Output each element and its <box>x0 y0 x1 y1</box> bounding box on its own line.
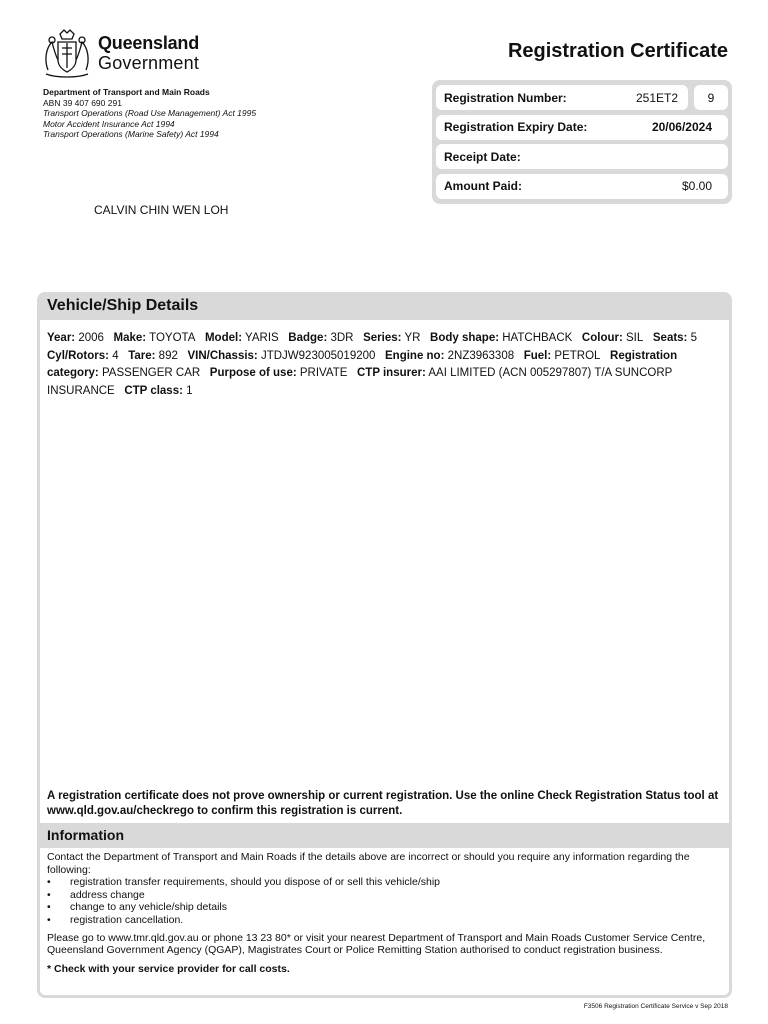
seats-label: Seats: <box>652 332 688 344</box>
engine-no-value: 2NZ3963308 <box>447 349 515 362</box>
information-intro: Contact the Department of Transport and Main Roads if the details above are incorrect or should you require any information regarding the following: <box>47 851 690 876</box>
purpose-of-use-label: Purpose of use: <box>209 367 297 379</box>
page-title: Registration Certificate <box>507 40 728 62</box>
year-label: Year: <box>47 332 76 344</box>
colour-value: SIL <box>626 332 644 344</box>
cyl-rotors-value: 4 <box>112 349 119 362</box>
model-label: Model: <box>204 332 243 344</box>
amount-paid-row <box>436 174 728 199</box>
ctp-class-label: CTP class: <box>124 384 183 397</box>
badge-value: 3DR <box>330 332 354 344</box>
list-item: • registration cancellation. <box>47 914 727 927</box>
vin-value: JTDJW923005019200 <box>260 349 376 362</box>
engine-no-label: Engine no: <box>385 349 445 362</box>
registration-panel <box>432 80 732 204</box>
registration-expiry-row <box>436 115 728 140</box>
information-list <box>47 876 727 926</box>
body-shape-value: HATCHBACK <box>502 332 573 344</box>
department-abn: ABN 39 407 690 291 <box>43 97 122 108</box>
registration-number-value: 251ET2 <box>635 90 678 105</box>
information-heading: Information <box>40 823 729 848</box>
list-item: • change to any vehicle/ship details <box>47 901 727 914</box>
department-name: Department of Transport and Main Roads <box>43 87 210 97</box>
badge-label: Badge: <box>288 332 328 344</box>
registration-category-value: PASSENGER CAR <box>101 367 201 379</box>
call-cost-note: * Check with your service provider for call costs. <box>47 962 290 975</box>
registration-number-label: Registration Number: <box>444 90 567 105</box>
act-3: Transport Operations (Marine Safety) Act 1994 <box>43 129 219 139</box>
ctp-insurer-value: AAI LIMITED (ACN 005297807) T/A SUNCORP INSURANCE <box>47 367 673 397</box>
registration-number-row <box>436 85 688 110</box>
tare-value: 892 <box>158 349 178 362</box>
form-footer: F3506 Registration Certificate Service v Sep 2018 <box>583 1003 728 1010</box>
list-item: • registration transfer requirements, should you dispose of or sell this vehicle/ship <box>47 876 727 889</box>
tare-label: Tare: <box>128 349 156 362</box>
series-value: YR <box>404 332 421 344</box>
qld-government-logo <box>40 26 200 80</box>
owner-name: CALVIN CHIN WEN LOH <box>94 203 229 217</box>
year-value: 2006 <box>78 332 104 344</box>
fuel-label: Fuel: <box>523 349 552 362</box>
make-value: TOYOTA <box>149 332 196 344</box>
make-label: Make: <box>113 332 147 344</box>
purpose-of-use-value: PRIVATE <box>299 367 348 379</box>
registration-category-label: Registration category: <box>47 349 678 379</box>
cyl-rotors-label: Cyl/Rotors: <box>47 349 109 362</box>
receipt-date-label: Receipt Date: <box>444 149 521 164</box>
information-visit: Please go to www.tmr.qld.gov.au or phone 13 23 80* or visit your nearest Department of Transport and Main Roads Customer Service Centre, Queensland Government Agency (QGAP), Magistrates Court or Police Remitting Station authorised to conduct registration business. <box>47 931 706 957</box>
vehicle-details-heading: Vehicle/Ship Details <box>40 295 729 320</box>
registration-expiry-value: 20/06/2024 <box>651 120 712 134</box>
logo-line2: Government <box>98 53 200 73</box>
seats-value: 5 <box>690 332 698 344</box>
colour-label: Colour: <box>581 332 623 344</box>
act-1: Transport Operations (Road Use Management) Act 1995 <box>43 108 257 118</box>
registration-number-extra: 9 <box>694 85 728 110</box>
ctp-insurer-label: CTP insurer: <box>356 367 426 379</box>
amount-paid-value: $0.00 <box>681 179 712 193</box>
logo-line1: Queensland <box>98 33 200 53</box>
model-value: YARIS <box>245 332 279 344</box>
list-item: • address change <box>47 889 727 902</box>
vehicle-details-body <box>40 320 729 400</box>
ownership-notice: A registration certificate does not prove ownership or current registration. Use the online Check Registration Status tool at www.qld.gov.au/checkrego to confirm this registration is current. <box>47 790 719 817</box>
ctp-class-value: 1 <box>186 384 193 397</box>
vehicle-details-section <box>37 292 732 998</box>
body-shape-label: Body shape: <box>430 332 500 344</box>
receipt-date-row <box>436 144 728 169</box>
amount-paid-label: Amount Paid: <box>444 179 522 193</box>
department-info <box>43 87 256 140</box>
act-2: Motor Accident Insurance Act 1994 <box>43 118 175 129</box>
registration-expiry-label: Registration Expiry Date: <box>444 120 588 134</box>
information-body <box>47 851 727 975</box>
fuel-value: PETROL <box>554 349 601 362</box>
vin-label: VIN/Chassis: <box>187 349 258 362</box>
coat-of-arms-icon <box>40 26 94 80</box>
series-label: Series: <box>363 332 402 344</box>
